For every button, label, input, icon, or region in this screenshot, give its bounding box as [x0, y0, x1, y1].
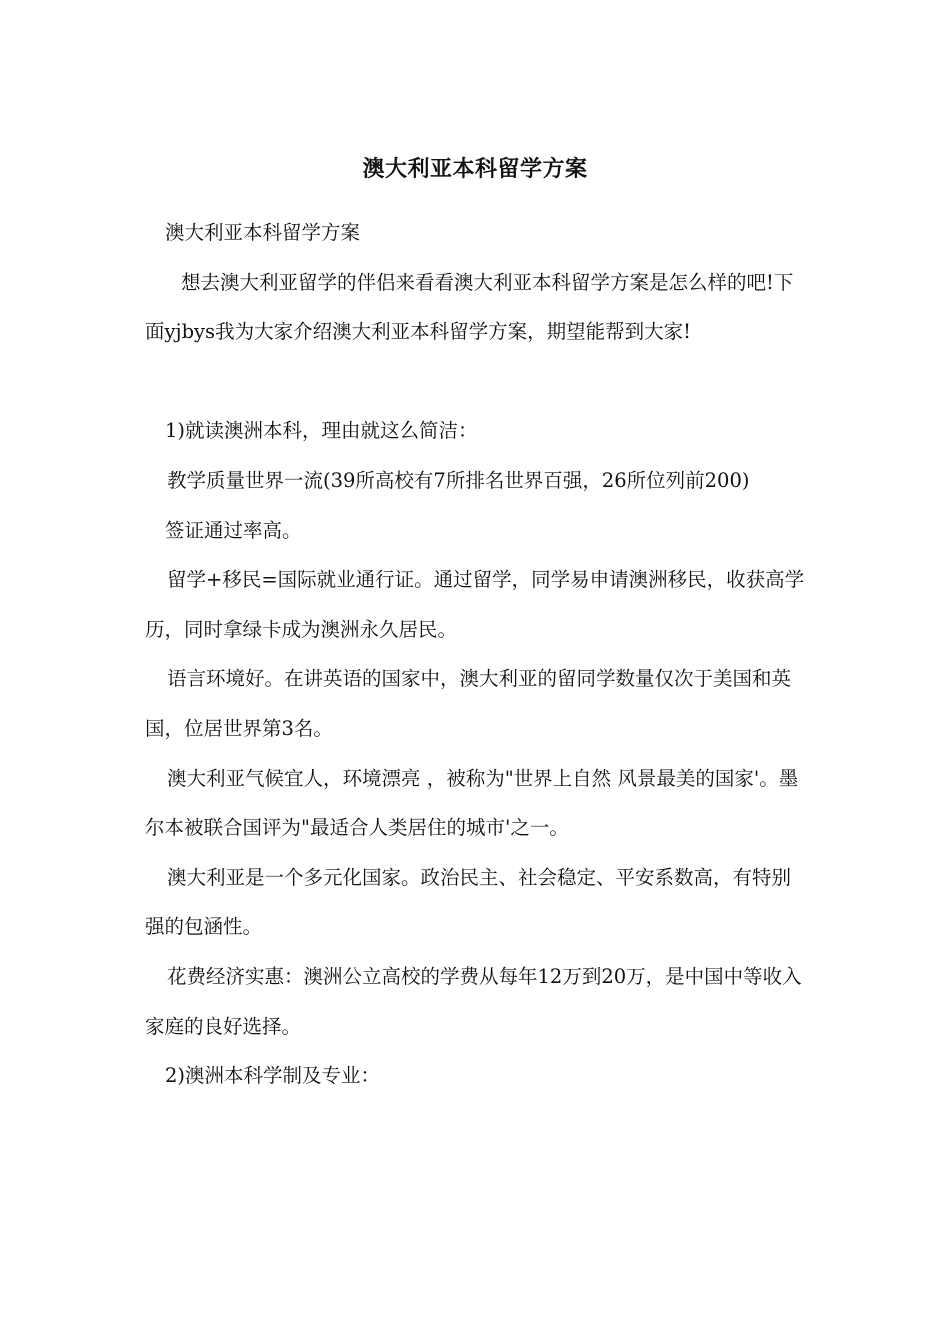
- paragraph-language: 语言环境好。在讲英语的国家中，澳大利亚的留同学数量仅次于美国和英国，位居世界第3名。: [145, 667, 792, 740]
- paragraph-cost: 花费经济实惠：澳洲公立高校的学费从每年12万到20万，是中国中等收入家庭的良好选择。: [145, 964, 802, 1038]
- paragraph-intro: 想去澳大利亚留学的伴侣来看看澳大利亚本科留学方案是怎么样的吧!下面yjbys我为大家介绍澳大利亚本科留学方案，期望能帮到大家!: [145, 270, 794, 344]
- paragraph-subtitle: 澳大利亚本科留学方案: [165, 221, 361, 244]
- paragraph-diversity: 澳大利亚是一个多元化国家。政治民主、社会稳定、平安系数高，有特别强的包涵性。: [145, 865, 792, 939]
- section-heading-1: 1)就读澳洲本科，理由就这么简洁：: [165, 419, 478, 443]
- blank-line: [145, 357, 809, 407]
- section-heading-2: 2)澳洲本科学制及专业：: [165, 1064, 381, 1088]
- paragraph-visa: 签证通过率高。: [165, 518, 302, 542]
- paragraph-immigration: 留学+移民=国际就业通行证。通过留学，同学易申请澳洲移民，收获高学历，同时拿绿卡成为澳洲永久居民。: [145, 568, 805, 641]
- paragraph-teaching-quality: 教学质量世界一流(39所高校有7所排名世界百强，26所位列前200): [167, 468, 750, 492]
- document-body: [145, 208, 809, 1101]
- document-title: 澳大利亚本科留学方案: [362, 156, 588, 182]
- paragraph-climate: 澳大利亚气候宜人，环境漂亮 ，被称为"世界上自然 风景最美的国家'。墨尔本被联合国评为"最适合人类居住的城市'之一。: [145, 766, 799, 840]
